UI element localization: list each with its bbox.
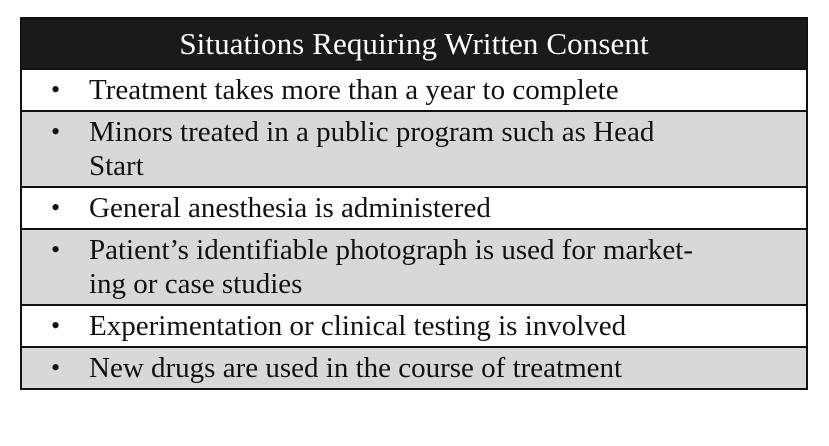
bullet-icon: • [50,193,61,222]
table-title: Situations Requiring Written Consent [22,19,806,68]
table-row [22,346,806,388]
table-row [22,228,806,304]
table-row [22,186,806,228]
bullet-icon: • [50,117,61,146]
row-text: New drugs are used in the course of treatment [89,352,623,384]
table-row [22,110,806,186]
row-text: Experimentation or clinical testing is involved [89,310,627,342]
consent-table [20,17,808,390]
row-text: Treatment takes more than a year to complete [89,74,619,106]
bullet-icon: • [50,235,61,264]
row-text: Patient’s identifiable photograph is used for market- ing or case studies [89,234,694,300]
bullet-icon: • [50,311,61,340]
bullet-icon: • [50,75,61,104]
table-row [22,304,806,346]
row-text: General anesthesia is administered [89,192,491,224]
row-text: Minors treated in a public program such as Head Start [89,116,655,182]
bullet-icon: • [50,353,61,382]
table-row [22,68,806,110]
